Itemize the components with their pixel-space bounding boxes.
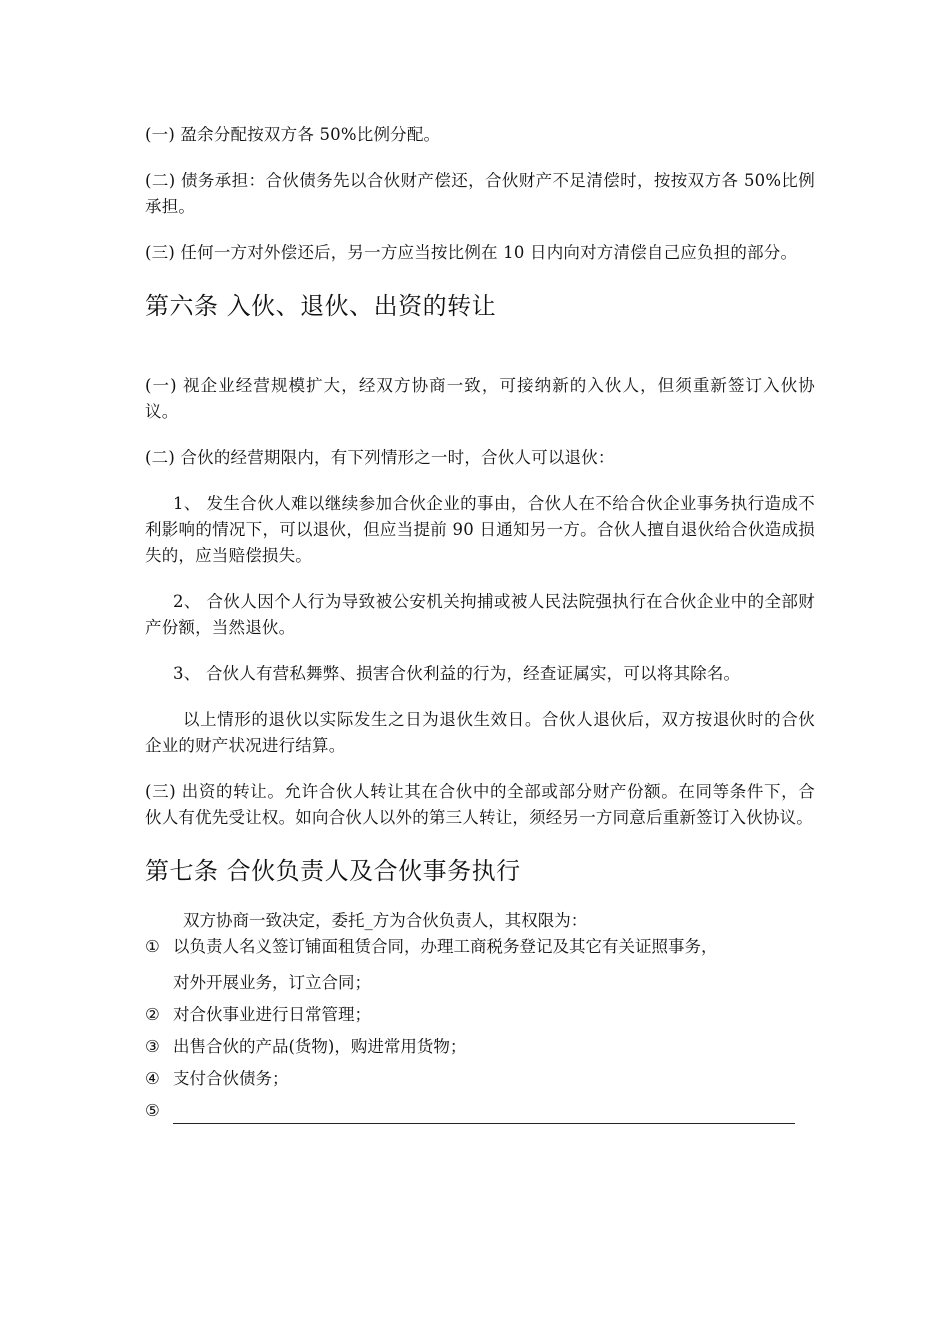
withdrawal-case-3: 3、 合伙人有营私舞弊、损害合伙利益的行为，经查证属实，可以将其除名。 xyxy=(173,664,741,683)
power-item-3 xyxy=(145,1034,815,1060)
withdrawal-case-1: 1、 发生合伙人难以继续参加合伙企业的事由，合伙人在不给合伙企业事务执行造成不利影响的情况下，可以退伙，但应当提前 90 日通知另一方。合伙人擅自退伙给合伙造成损失的，应当赔偿损失。 xyxy=(145,494,815,565)
power-text-continuation: 对外开展业务，订立合同； xyxy=(173,973,371,992)
power-number: ④ xyxy=(145,1069,160,1088)
power-number: ① xyxy=(145,937,160,956)
repayment-clause: (三) 任何一方对外偿还后，另一方应当按比例在 10 日内向对方清偿自己应负担的部分。 xyxy=(145,243,798,262)
document-body xyxy=(145,122,815,1130)
power-item-4 xyxy=(145,1066,815,1092)
debt-clause: (二) 债务承担：合伙债务先以合伙财产偿还，合伙财产不足清偿时，按按双方各 50%比例承担。 xyxy=(145,171,815,216)
power-number: ③ xyxy=(145,1037,160,1056)
section-6-heading: 第六条 入伙、退伙、出资的转让 xyxy=(145,292,497,320)
profit-distribution-clause: (一) 盈余分配按双方各 50%比例分配。 xyxy=(145,125,441,144)
blank-fill-line xyxy=(173,1105,795,1124)
power-item-5 xyxy=(145,1098,815,1124)
section-7-heading: 第七条 合伙负责人及合伙事务执行 xyxy=(145,857,521,885)
transfer-clause: (三) 出资的转让。允许合伙人转让其在合伙中的全部或部分财产份额。在同等条件下，合伙人有优先受让权。如向合伙人以外的第三人转让，须经另一方同意后重新签订入伙协议。 xyxy=(145,782,815,827)
powers-list xyxy=(145,934,815,1124)
power-text: 对合伙事业进行日常管理； xyxy=(173,1005,371,1024)
withdrawal-settlement: 以上情形的退伙以实际发生之日为退伙生效日。合伙人退伙后，双方按退伙时的合伙企业的财产状况进行结算。 xyxy=(145,710,815,755)
power-number: ② xyxy=(145,1005,160,1024)
withdrawal-clause: (二) 合伙的经营期限内，有下列情形之一时，合伙人可以退伙： xyxy=(145,448,615,467)
admission-clause: (一) 视企业经营规模扩大，经双方协商一致，可接纳新的入伙人，但须重新签订入伙协议。 xyxy=(145,376,815,421)
withdrawal-case-2: 2、 合伙人因个人行为导致被公安机关拘捕或被人民法院强执行在合伙企业中的全部财产份额，当然退伙。 xyxy=(145,592,815,637)
power-item-2 xyxy=(145,1002,815,1028)
power-text: 以负责人名义签订铺面租赁合同，办理工商税务登记及其它有关证照事务， xyxy=(173,937,718,956)
delegation-intro: 双方协商一致决定，委托_方为合伙负责人，其权限为： xyxy=(183,911,588,930)
power-item-1 xyxy=(145,934,815,996)
power-number: ⑤ xyxy=(145,1101,160,1120)
power-text: 支付合伙债务； xyxy=(173,1069,289,1088)
power-text: 出售合伙的产品(货物)，购进常用货物； xyxy=(173,1037,467,1056)
